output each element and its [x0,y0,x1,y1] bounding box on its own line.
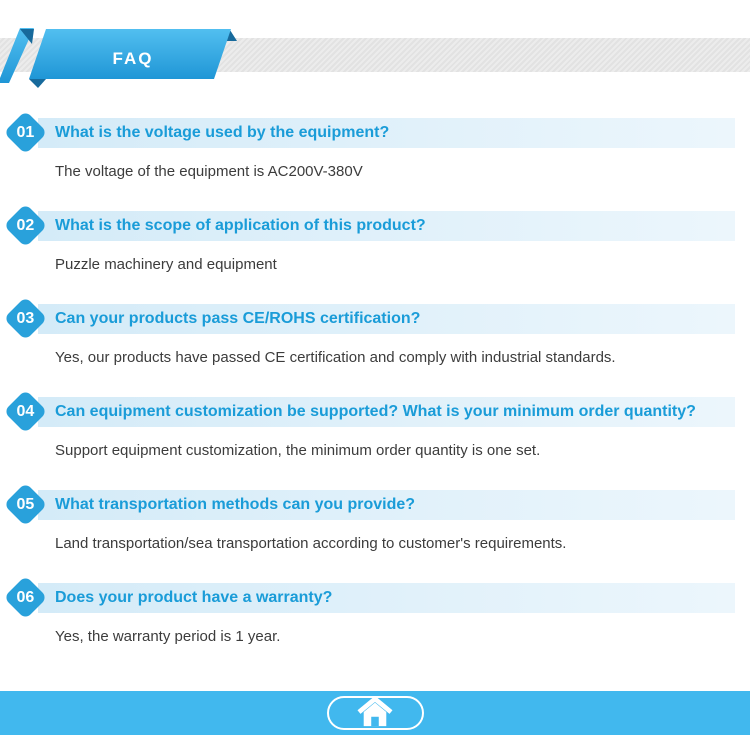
faq-question-bar [38,397,735,427]
faq-question-bar [38,304,735,334]
faq-item [0,111,750,181]
faq-question-row [0,483,750,527]
faq-item [0,483,750,553]
faq-question-text: Can equipment customization be supported? What is your minimum order quantity? [55,403,696,420]
faq-answer-text: Yes, our products have passed CE certification and comply with industrial standards. [55,349,616,366]
faq-answer-text: The voltage of the equipment is AC200V-380V [55,163,363,180]
faq-item [0,204,750,274]
faq-item [0,576,750,646]
faq-question-row [0,204,750,248]
faq-question-text: What is the voltage used by the equipment? [55,124,390,141]
faq-question-text: What transportation methods can you provide? [55,496,416,513]
faq-number-text: 01 [16,123,35,141]
faq-question-bar [38,118,735,148]
faq-question-bar [38,583,735,613]
faq-question-row [0,111,750,155]
home-icon [355,697,395,729]
home-button[interactable] [327,696,424,730]
faq-question-text: What is the scope of application of this product? [55,217,426,234]
faq-list [0,92,750,646]
faq-number-text: 02 [16,216,35,234]
faq-question-row [0,297,750,341]
header-ribbon [0,0,750,92]
faq-item [0,297,750,367]
faq-number-text: 03 [16,309,35,327]
faq-answer-text: Support equipment customization, the minimum order quantity is one set. [55,442,541,459]
faq-answer-text: Puzzle machinery and equipment [55,256,277,273]
faq-question-bar [38,490,735,520]
faq-answer-text: Yes, the warranty period is 1 year. [55,628,281,645]
faq-question-row [0,576,750,620]
faq-question-text: Can your products pass CE/ROHS certification? [55,310,421,327]
faq-number-text: 05 [16,495,35,513]
faq-number-text: 06 [16,588,35,606]
faq-number-text: 04 [16,402,35,420]
faq-question-text: Does your product have a warranty? [55,589,333,606]
faq-question-bar [38,211,735,241]
page-title: FAQ [112,49,154,68]
footer-bar [0,691,750,735]
faq-question-row [0,390,750,434]
faq-answer-text: Land transportation/sea transportation according to customer's requirements. [55,535,567,552]
faq-item [0,390,750,460]
ribbon-fold-bottom-left [29,79,46,88]
